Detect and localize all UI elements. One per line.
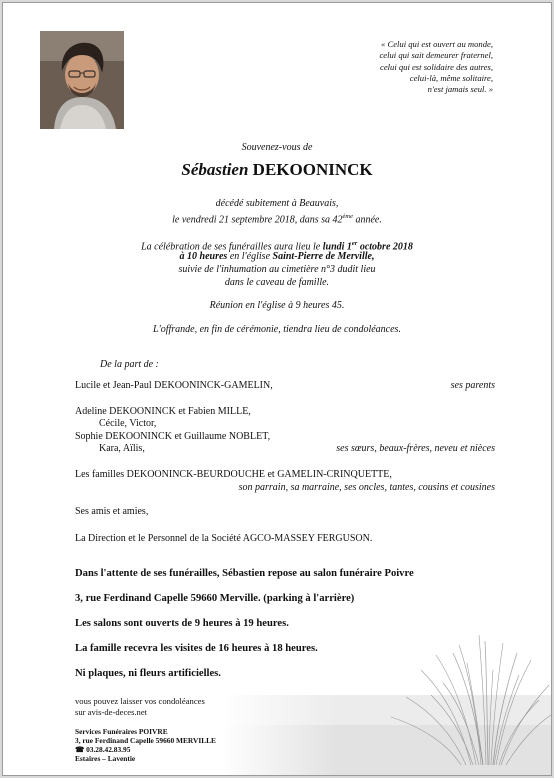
notice-line-2: 3, rue Ferdinand Capelle 59660 Merville. (parking à l'arrière)	[75, 593, 355, 604]
notice-line-1: Dans l'attente de ses funérailles, Sébastien repose au salon funéraire Poivre	[75, 568, 414, 579]
siblings-role: ses sœurs, beaux-frères, neveu et nièces	[336, 443, 495, 454]
notice-line-4: La famille recevra les visites de 16 heures à 18 heures.	[75, 643, 318, 654]
church-name: Saint-Pierre de Merville,	[272, 251, 375, 262]
families-role: son parrain, sa marraine, ses oncles, tantes, cousins et cousines	[238, 482, 495, 493]
last-name: DEKOONINCK	[252, 160, 373, 179]
condolences-text	[75, 696, 205, 717]
ordinal-suffix: er	[351, 240, 358, 247]
de-la-part-label: De la part de :	[100, 359, 159, 370]
quote-line: n'est jamais seul. »	[427, 84, 493, 95]
quote-line: celui qui est solidaire des autres,	[380, 61, 493, 72]
funeral-text: La célébration de ses funérailles aura lieu le	[141, 241, 323, 253]
parents-role: ses parents	[450, 380, 495, 391]
death-line-1: décédé subitement à Beauvais,	[215, 198, 339, 209]
services-address: 3, rue Ferdinand Capelle 59660 MERVILLE	[75, 736, 216, 745]
funeral-services-block	[75, 727, 216, 763]
phone-icon: ☎	[75, 745, 87, 754]
funeral-day: lundi 1	[322, 241, 352, 253]
announcement-sheet	[2, 2, 552, 776]
funeral-line-4: dans le caveau de famille.	[224, 277, 330, 288]
families-line: Les familles DEKOONINCK-BEURDOUCHE et GAMELIN-CRINQUETTE,	[75, 469, 392, 480]
quote-line: celui-là, même solitaire,	[409, 72, 493, 83]
death-line-2	[3, 211, 551, 227]
death-year-label: année.	[352, 214, 382, 226]
condolences-link[interactable]: sur avis-de-deces.net	[75, 706, 148, 717]
parents-line: Lucile et Jean-Paul DEKOONINCK-GAMELIN,	[75, 380, 273, 391]
friends-line: Ses amis et amies,	[75, 506, 149, 517]
deceased-name	[3, 160, 551, 180]
sibling-1: Adeline DEKOONINCK et Fabien MILLE,	[75, 406, 251, 417]
funeral-time: à 10 heures	[179, 251, 228, 262]
notice-line-5: Ni plaques, ni fleurs artificielles.	[75, 668, 221, 679]
sibling-2: Sophie DEKOONINCK et Guillaume NOBLET,	[75, 431, 271, 442]
company-line: La Direction et le Personnel de la Société AGCO-MASSEY FERGUSON.	[75, 533, 373, 544]
grass-illustration	[221, 575, 551, 775]
funeral-line-2	[3, 251, 551, 264]
quote-line: « Celui qui est ouvert au monde,	[381, 39, 493, 49]
condolences-line-1: vous pouvez laisser vos condoléances	[75, 696, 205, 706]
first-name: Sébastien	[181, 160, 249, 179]
quote-block	[313, 39, 493, 95]
sibling-2-kids: Kara, Aïlis,	[99, 443, 145, 454]
notice-line-3: Les salons sont ouverts de 9 heures à 19 heures.	[75, 618, 289, 629]
portrait-photo	[40, 31, 124, 129]
portrait-drawing	[40, 31, 124, 129]
services-name: Services Funéraires POIVRE	[75, 727, 168, 736]
intro-text: Souvenez-vous de	[241, 142, 313, 153]
death-date: le vendredi 21 septembre 2018, dans sa 42	[172, 214, 343, 226]
reunion-text: Réunion en l'église à 9 heures 45.	[209, 300, 345, 311]
funeral-text: en l'église	[227, 251, 273, 262]
sibling-1-kids: Cécile, Victor,	[99, 418, 157, 429]
offrande-text: L'offrande, en fin de cérémonie, tiendra lieu de condoléances.	[153, 324, 401, 335]
services-city: Estaires – Laventie	[75, 754, 136, 763]
quote-line: celui qui sait demeurer fraternel,	[379, 50, 493, 61]
services-phone: 03.28.42.83.95	[86, 745, 131, 754]
ordinal-suffix: ème	[342, 213, 353, 220]
funeral-month: octobre 2018	[357, 241, 413, 253]
funeral-line-3: suivie de l'inhumation au cimetière n°3 dudit lieu	[178, 264, 376, 275]
